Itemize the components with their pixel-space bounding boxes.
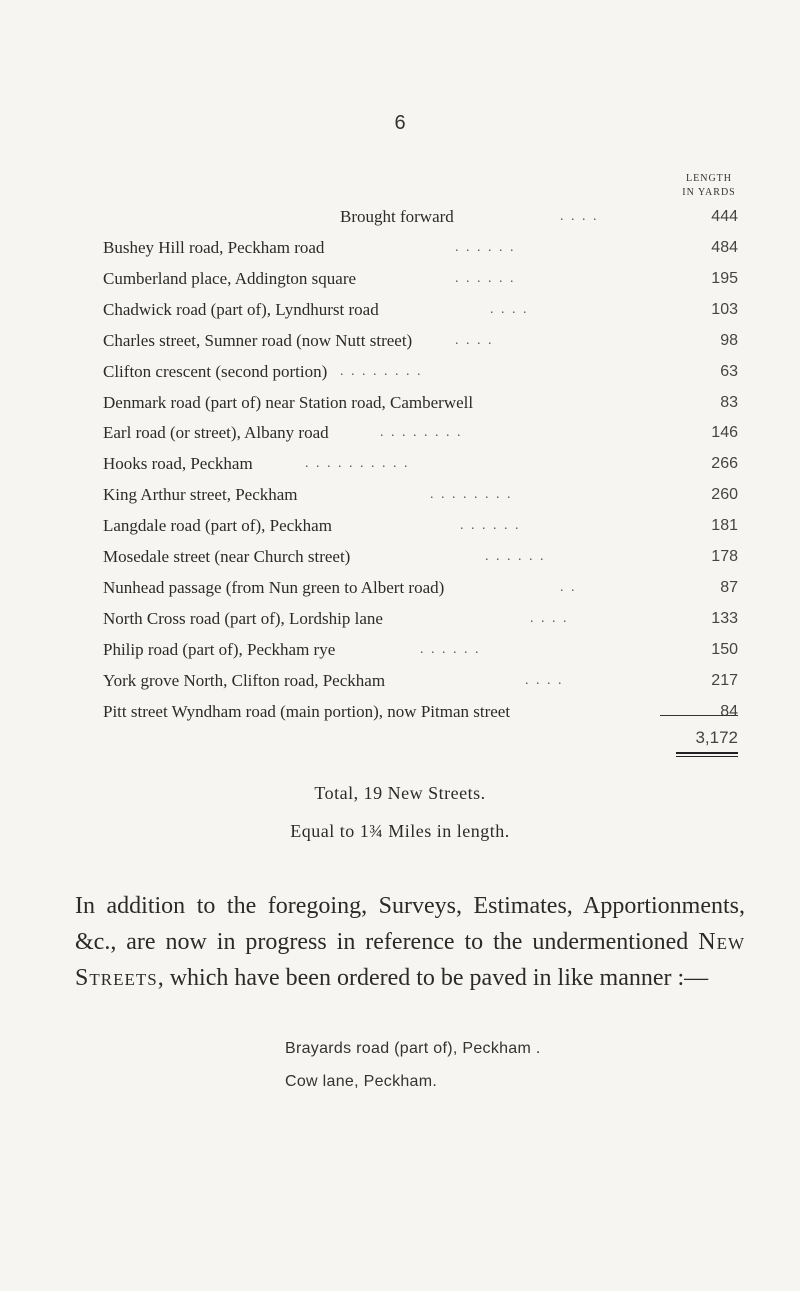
street-length-yards: 260 [711,486,738,504]
leader-dots: . . . . . . [460,518,521,534]
street-row [0,358,800,386]
leader-dots: . . . . . . . . [430,487,513,503]
paragraph [75,888,745,996]
total-rule [660,715,738,716]
street-name: King Arthur street, Peckham [103,485,298,505]
street-row [0,419,800,447]
brought-forward-dots: . . . . [560,209,599,224]
leader-dots: . . . . [530,610,569,626]
total-value: 3,172 [695,728,738,747]
street-row [0,389,800,417]
item-brayards-road: Brayards road (part of), Peckham . [285,1040,541,1057]
street-length-yards: 484 [711,239,738,256]
page-number: 6 [394,112,406,134]
street-name: Mosedale street (near Church street) [103,547,351,566]
leader-dots: . . . . [525,672,564,688]
column-header-length: LENGTH [686,173,732,184]
leader-dots: . . . . . . [485,549,546,564]
street-length-yards: 133 [711,609,738,627]
street-name: Earl road (or street), Albany road [103,423,329,443]
street-name: Denmark road (part of) near Station road, Camberwell [103,392,474,412]
leader-dots: . . . . [455,332,494,348]
street-row [0,574,800,602]
street-name: Pitt street Wyndham road (main portion), now Pitman street [103,701,511,721]
street-row [0,296,800,324]
street-length-yards: 178 [711,548,738,565]
street-name: Bushey Hill road, Peckham road [103,238,325,257]
street-name: Philip road (part of), Peckham rye [103,639,336,659]
street-name: North Cross road (part of), Lordship lane [103,608,383,628]
street-row [0,512,800,540]
street-length-yards: 87 [720,578,738,596]
street-row [0,481,800,509]
brought-forward-label: Brought forward [340,207,454,226]
total-double-rule [676,752,738,757]
street-row [0,543,800,571]
street-length-yards: 146 [711,424,738,442]
equal-to-line: Equal to 1¾ Miles in length. [290,821,510,841]
street-row [0,636,800,664]
brought-forward-row [0,203,800,231]
street-row [0,450,800,478]
item-cow-lane: Cow lane, Peckham. [285,1073,438,1090]
street-row [0,698,800,726]
leader-dots: . . . . . . . . [340,363,423,379]
street-length-yards: 217 [711,671,738,689]
street-length-yards: 181 [711,517,738,535]
street-name: Cumberland place, Addington square [103,268,357,288]
leader-dots: . . . . . . . . . . [305,456,410,472]
street-length-yards: 150 [711,640,738,658]
street-name: Charles street, Sumner road (now Nutt street) [103,330,413,350]
brought-forward-value: 444 [711,208,738,225]
leader-dots: . . . . . . [420,641,481,657]
total-streets-line: Total, 19 New Streets. [314,783,486,803]
street-length-yards: 98 [720,331,738,349]
column-header-in-yards: IN YARDS [682,187,736,198]
paragraph-text-after: , which have been ordered to be paved in like manner :— [157,965,709,991]
street-length-yards: 103 [711,300,738,318]
leader-dots: . . . . [490,301,529,317]
street-row [0,605,800,633]
paragraph-text-before: In addition to the foregoing, Surveys, Estimates, Apportionments, &c., are now in progress in reference to the undermentioned [75,893,745,955]
leader-dots: . . [560,579,577,595]
street-row [0,234,800,262]
street-name: Hooks road, Peckham [103,454,253,474]
leader-dots: . . . . . . . . [380,425,463,441]
street-name: Chadwick road (part of), Lyndhurst road [103,299,379,319]
street-name: Nunhead passage (from Nun green to Albert road) [103,577,445,597]
column-header [669,172,749,202]
street-name: Langdale road (part of), Peckham [103,516,332,536]
street-length-yards: 84 [720,702,738,720]
street-name: York grove North, Clifton road, Peckham [103,670,386,690]
street-length-yards: 195 [711,269,738,287]
street-length-yards: 83 [720,393,738,411]
street-length-yards: 266 [711,455,738,473]
street-row [0,265,800,293]
street-row [0,667,800,695]
street-name: Clifton crescent (second portion) [103,361,328,381]
leader-dots: . . . . . . [455,270,516,286]
leader-dots: . . . . . . [455,240,516,255]
street-row [0,327,800,355]
paragraph-smallcaps: New Streets [75,929,745,991]
street-length-yards: 63 [720,362,738,380]
